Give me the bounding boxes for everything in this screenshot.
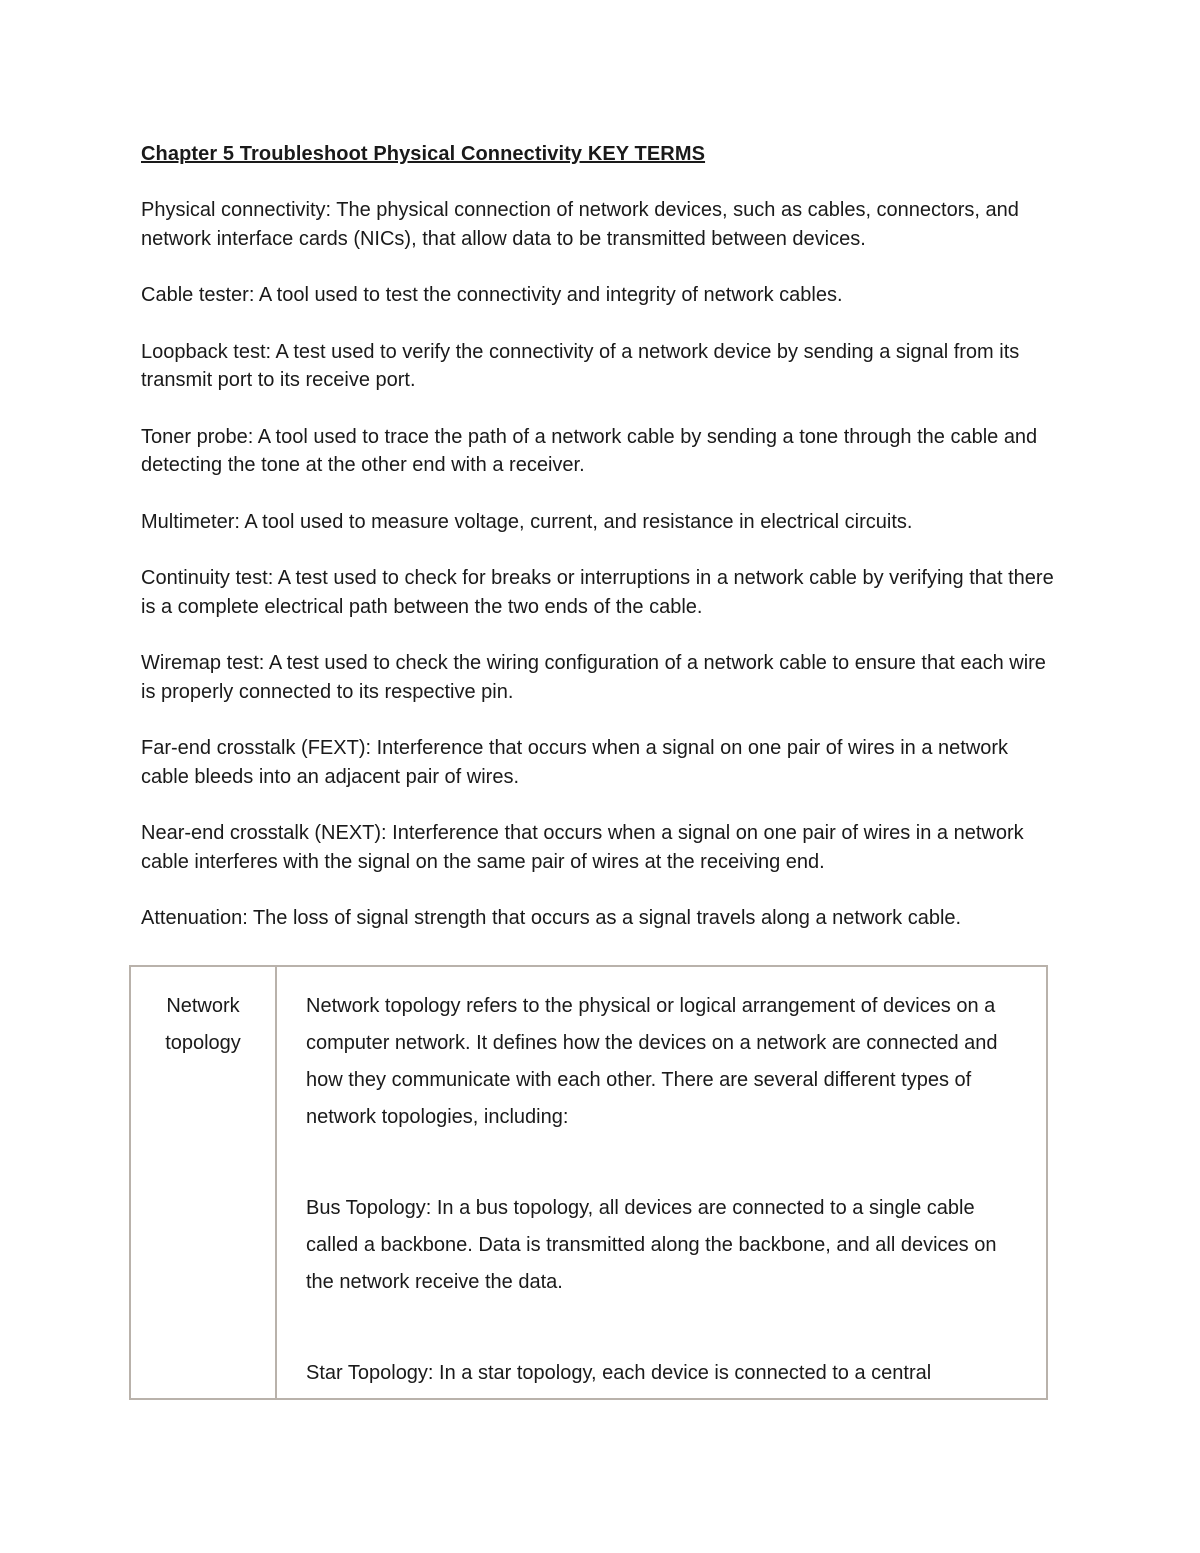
- definition-paragraph-intro: Network topology refers to the physical or logical arrangement of devices on a computer network. It defines how the devices on a network are connected and how they communicate with each other. There are several different types of network topologies, including:: [306, 995, 998, 1128]
- term-wiremap-test: Wiremap test: A test used to check the wiring configuration of a network cable to ensure that each wire is properly connected to its respective pin.: [141, 652, 1046, 703]
- table-term-cell: [130, 966, 276, 1399]
- definition-paragraph-star: Star Topology: In a star topology, each device is connected to a central: [306, 1362, 932, 1384]
- document-title: Chapter 5 Troubleshoot Physical Connectivity KEY TERMS: [141, 143, 706, 165]
- document-page: [141, 140, 1061, 961]
- term-next: Near-end crosstalk (NEXT): Interference that occurs when a signal on one pair of wires in a network cable interferes with the signal on the same pair of wires at the receiving end.: [141, 822, 1024, 873]
- table-definition-content: [277, 967, 1046, 1398]
- term-loopback-test: Loopback test: A test used to verify the connectivity of a network device by sending a signal from its transmit port to its receive port.: [141, 340, 1020, 391]
- term-toner-probe: Toner probe: A tool used to trace the path of a network cable by sending a tone through the cable and detecting the tone at the other end with a receiver.: [141, 425, 1038, 476]
- term-physical-connectivity: Physical connectivity: The physical connection of network devices, such as cables, connectors, and network interface cards (NICs), that allow data to be transmitted between devices.: [141, 199, 1019, 250]
- term-continuity-test: Continuity test: A test used to check for breaks or interruptions in a network cable by verifying that there is a complete electrical path between the two ends of the cable.: [141, 567, 1054, 618]
- term-multimeter: Multimeter: A tool used to measure voltage, current, and resistance in electrical circuits.: [141, 510, 913, 533]
- table-row: [130, 966, 1047, 1399]
- glossary-table: [129, 965, 1048, 1400]
- term-fext: Far-end crosstalk (FEXT): Interference that occurs when a signal on one pair of wires in a network cable bleeds into an adjacent pair of wires.: [141, 737, 1009, 788]
- term-attenuation: Attenuation: The loss of signal strength that occurs as a signal travels along a network cable.: [141, 907, 962, 929]
- table-term-label: Network topology: [165, 995, 241, 1054]
- term-cable-tester: Cable tester: A tool used to test the connectivity and integrity of network cables.: [141, 284, 843, 306]
- definition-paragraph-bus: Bus Topology: In a bus topology, all devices are connected to a single cable called a backbone. Data is transmitted along the backbone, and all devices on the network receive the data.: [306, 1197, 997, 1293]
- table-definition-cell: [276, 966, 1047, 1399]
